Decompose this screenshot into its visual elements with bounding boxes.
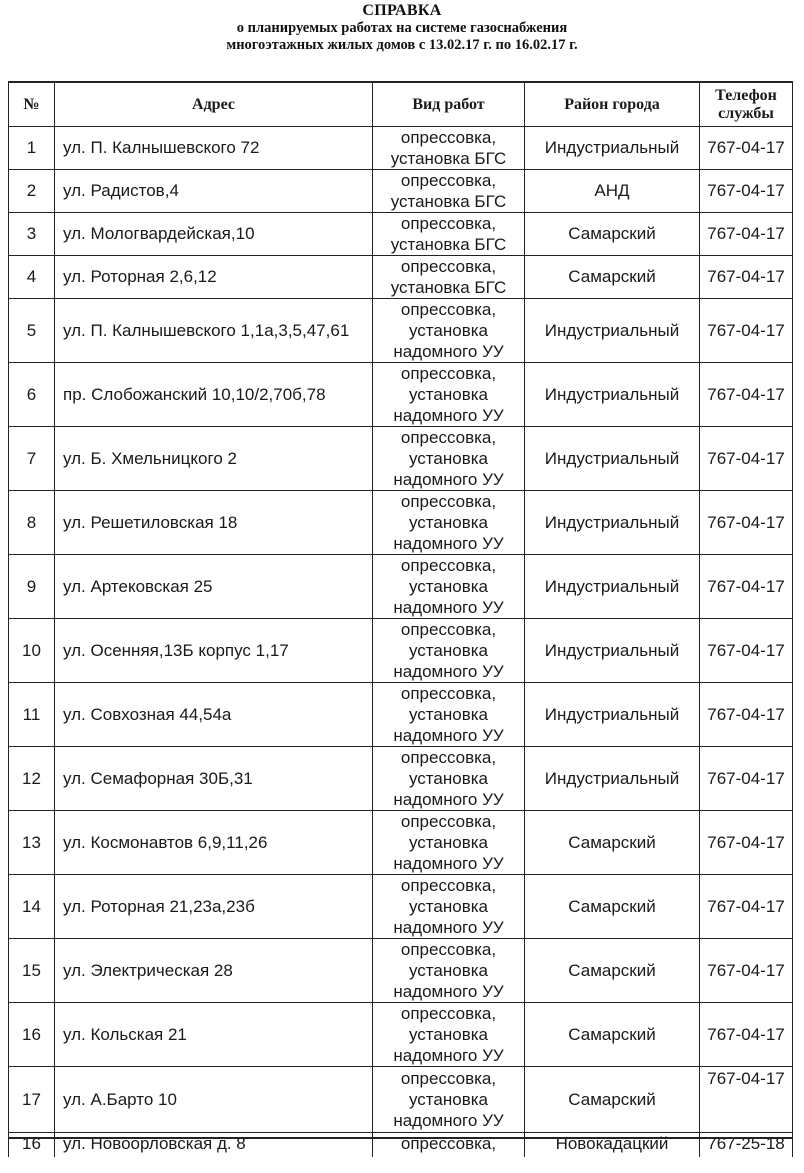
row-phone: 767-04-17 — [700, 875, 793, 939]
row-phone: 767-04-17 — [700, 1067, 793, 1133]
work-type-line: установка БГС — [390, 149, 507, 168]
table-row — [9, 747, 793, 811]
work-type-line: установка — [409, 961, 488, 980]
row-phone: 767-04-17 — [700, 1003, 793, 1067]
work-type-line: опрессовка, — [400, 428, 497, 447]
row-phone: 767-04-17 — [700, 363, 793, 427]
table-header-row — [9, 82, 793, 127]
row-work-type — [373, 747, 525, 811]
work-type-line: опрессовка, — [400, 257, 497, 276]
table-row — [9, 875, 793, 939]
row-district: Индустриальный — [525, 555, 700, 619]
row-work-type — [373, 213, 525, 256]
work-type-line: опрессовка, — [400, 748, 497, 767]
row-phone: 767-04-17 — [700, 555, 793, 619]
column-header-phone-line2: службы — [718, 104, 774, 122]
document-title: СПРАВКА — [362, 2, 442, 19]
row-number: 13 — [9, 811, 55, 875]
work-type-line: опрессовка, — [400, 1069, 497, 1088]
row-phone: 767-04-17 — [700, 811, 793, 875]
row-number: 5 — [9, 299, 55, 363]
row-phone: 767-04-17 — [700, 683, 793, 747]
row-number: 7 — [9, 427, 55, 491]
row-phone: 767-04-17 — [700, 747, 793, 811]
work-type-line: установка — [409, 833, 488, 852]
column-header-district: Район города — [525, 82, 700, 127]
row-number: 14 — [9, 875, 55, 939]
row-district: Самарский — [525, 1003, 700, 1067]
work-type-line: установка БГС — [390, 235, 507, 254]
row-work-type — [373, 683, 525, 747]
work-type-line: надомного УУ — [393, 790, 504, 809]
work-type-line: установка — [409, 705, 488, 724]
row-work-type — [373, 939, 525, 1003]
table-row — [9, 939, 793, 1003]
table-row — [9, 555, 793, 619]
row-phone: 767-04-17 — [700, 127, 793, 170]
table-row — [9, 213, 793, 256]
work-type-line: надомного УУ — [393, 534, 504, 553]
row-district: Новокадацкий — [525, 1133, 700, 1158]
row-phone: 767-04-17 — [700, 213, 793, 256]
row-work-type — [373, 256, 525, 299]
row-address: ул. А.Барто 10 — [55, 1067, 373, 1133]
table-row — [9, 1067, 793, 1133]
row-number: 1 — [9, 127, 55, 170]
row-address: ул. П. Калнышевского 72 — [55, 127, 373, 170]
work-type-line: опрессовка, — [400, 1004, 497, 1023]
work-type-line: надомного УУ — [393, 918, 504, 937]
row-work-type — [373, 127, 525, 170]
work-type-line: установка — [409, 897, 488, 916]
work-type-line: опрессовка, — [400, 620, 497, 639]
work-type-line: установка — [409, 513, 488, 532]
work-type-line: опрессовка, — [400, 684, 497, 703]
table-row — [9, 1003, 793, 1067]
work-type-line: установка БГС — [390, 278, 507, 297]
row-work-type — [373, 170, 525, 213]
table-row — [9, 256, 793, 299]
row-number: 11 — [9, 683, 55, 747]
row-district: Индустриальный — [525, 363, 700, 427]
row-district: Самарский — [525, 213, 700, 256]
table-row — [9, 363, 793, 427]
row-district: Самарский — [525, 875, 700, 939]
row-district: Индустриальный — [525, 491, 700, 555]
row-district: Самарский — [525, 811, 700, 875]
row-address: ул. Новоорловская д. 8 — [55, 1133, 373, 1158]
table-row — [9, 491, 793, 555]
table-row — [9, 683, 793, 747]
work-type-line: опрессовка, — [400, 128, 497, 147]
work-type-line: опрессовка, — [400, 364, 497, 383]
row-address: ул. Артековская 25 — [55, 555, 373, 619]
works-table — [8, 81, 793, 1157]
work-type-line: надомного УУ — [393, 1046, 504, 1065]
work-type-line: опрессовка, — [400, 214, 497, 233]
work-type-line: надомного УУ — [393, 406, 504, 425]
column-header-num: № — [9, 82, 55, 127]
table-row — [9, 427, 793, 491]
work-type-line: надомного УУ — [393, 598, 504, 617]
row-phone: 767-25-18 — [700, 1133, 793, 1158]
row-work-type — [373, 427, 525, 491]
work-type-line: установка — [409, 321, 488, 340]
row-phone: 767-04-17 — [700, 939, 793, 1003]
row-number: 6 — [9, 363, 55, 427]
row-address: ул. П. Калнышевского 1,1а,3,5,47,61 — [55, 299, 373, 363]
row-phone: 767-04-17 — [700, 427, 793, 491]
row-address: ул. Электрическая 28 — [55, 939, 373, 1003]
row-phone: 767-04-17 — [700, 491, 793, 555]
row-number: 12 — [9, 747, 55, 811]
column-header-address: Адрес — [55, 82, 373, 127]
column-header-work: Вид работ — [373, 82, 525, 127]
work-type-line: установка — [409, 577, 488, 596]
row-phone: 767-04-17 — [700, 619, 793, 683]
row-address: ул. Мологвардейская,10 — [55, 213, 373, 256]
row-number: 9 — [9, 555, 55, 619]
page-cut-divider — [8, 1137, 792, 1139]
table-row — [9, 170, 793, 213]
work-type-line: опрессовка, — [400, 1134, 497, 1153]
table-row — [9, 299, 793, 363]
work-type-line: установка — [409, 449, 488, 468]
column-header-phone-line1: Телефон — [715, 86, 777, 104]
work-type-line: опрессовка, — [400, 556, 497, 575]
row-number: 8 — [9, 491, 55, 555]
row-district: Индустриальный — [525, 127, 700, 170]
row-address: ул. Семафорная 30Б,31 — [55, 747, 373, 811]
row-district: АНД — [525, 170, 700, 213]
row-phone: 767-04-17 — [700, 256, 793, 299]
work-type-line: надомного УУ — [393, 470, 504, 489]
row-address: ул. Кольская 21 — [55, 1003, 373, 1067]
row-district: Индустриальный — [525, 747, 700, 811]
row-number: 3 — [9, 213, 55, 256]
table-body — [9, 127, 793, 1158]
work-type-line: надомного УУ — [393, 1111, 504, 1130]
work-type-line: надомного УУ — [393, 854, 504, 873]
row-number: 16 — [9, 1133, 55, 1158]
work-type-line: надомного УУ — [393, 342, 504, 361]
work-type-line: опрессовка, — [400, 171, 497, 190]
row-district: Индустриальный — [525, 299, 700, 363]
table-row — [9, 127, 793, 170]
row-address: ул. Решетиловская 18 — [55, 491, 373, 555]
work-type-line: надомного УУ — [393, 726, 504, 745]
work-type-line: установка БГС — [390, 192, 507, 211]
row-address: ул. Осенняя,13Б корпус 1,17 — [55, 619, 373, 683]
work-type-line: опрессовка, — [400, 300, 497, 319]
work-type-line: опрессовка, — [400, 492, 497, 511]
table-row — [9, 619, 793, 683]
work-type-line: установка — [409, 769, 488, 788]
row-work-type — [373, 299, 525, 363]
row-phone: 767-04-17 — [700, 170, 793, 213]
row-number: 10 — [9, 619, 55, 683]
row-address: ул. Радистов,4 — [55, 170, 373, 213]
row-district: Индустриальный — [525, 619, 700, 683]
row-work-type — [373, 1003, 525, 1067]
work-type-line: опрессовка, — [400, 812, 497, 831]
row-district: Индустриальный — [525, 683, 700, 747]
row-district: Самарский — [525, 256, 700, 299]
row-number: 4 — [9, 256, 55, 299]
row-address: ул. Б. Хмельницкого 2 — [55, 427, 373, 491]
table-row — [9, 811, 793, 875]
work-type-line: установка — [409, 1025, 488, 1044]
row-number: 15 — [9, 939, 55, 1003]
row-work-type — [373, 1067, 525, 1133]
row-address: ул. Совхозная 44,54а — [55, 683, 373, 747]
row-district: Самарский — [525, 1067, 700, 1133]
row-number: 17 — [9, 1067, 55, 1133]
row-work-type — [373, 619, 525, 683]
row-district: Самарский — [525, 939, 700, 1003]
work-type-line: установка — [409, 385, 488, 404]
work-type-line: опрессовка, — [400, 876, 497, 895]
row-district: Индустриальный — [525, 427, 700, 491]
work-type-line: опрессовка, — [400, 940, 497, 959]
document-header — [0, 2, 804, 54]
work-type-line: надомного УУ — [393, 662, 504, 681]
row-work-type — [373, 811, 525, 875]
work-type-line: установка — [409, 641, 488, 660]
row-number: 16 — [9, 1003, 55, 1067]
work-type-line: надомного УУ — [393, 982, 504, 1001]
row-address: ул. Космонавтов 6,9,11,26 — [55, 811, 373, 875]
row-address: пр. Слобожанский 10,10/2,70б,78 — [55, 363, 373, 427]
document-subtitle-line2: многоэтажных жилых домов с 13.02.17 г. по 16.02.17 г. — [226, 37, 578, 53]
work-type-line: установка — [409, 1090, 488, 1109]
row-phone: 767-04-17 — [700, 299, 793, 363]
row-work-type — [373, 875, 525, 939]
row-address: ул. Роторная 2,6,12 — [55, 256, 373, 299]
row-work-type — [373, 555, 525, 619]
row-number: 2 — [9, 170, 55, 213]
row-address: ул. Роторная 21,23а,23б — [55, 875, 373, 939]
row-work-type — [373, 491, 525, 555]
row-work-type — [373, 363, 525, 427]
document-subtitle-line1: о планируемых работах на системе газоснабжения — [236, 20, 568, 36]
column-header-phone — [700, 82, 793, 127]
